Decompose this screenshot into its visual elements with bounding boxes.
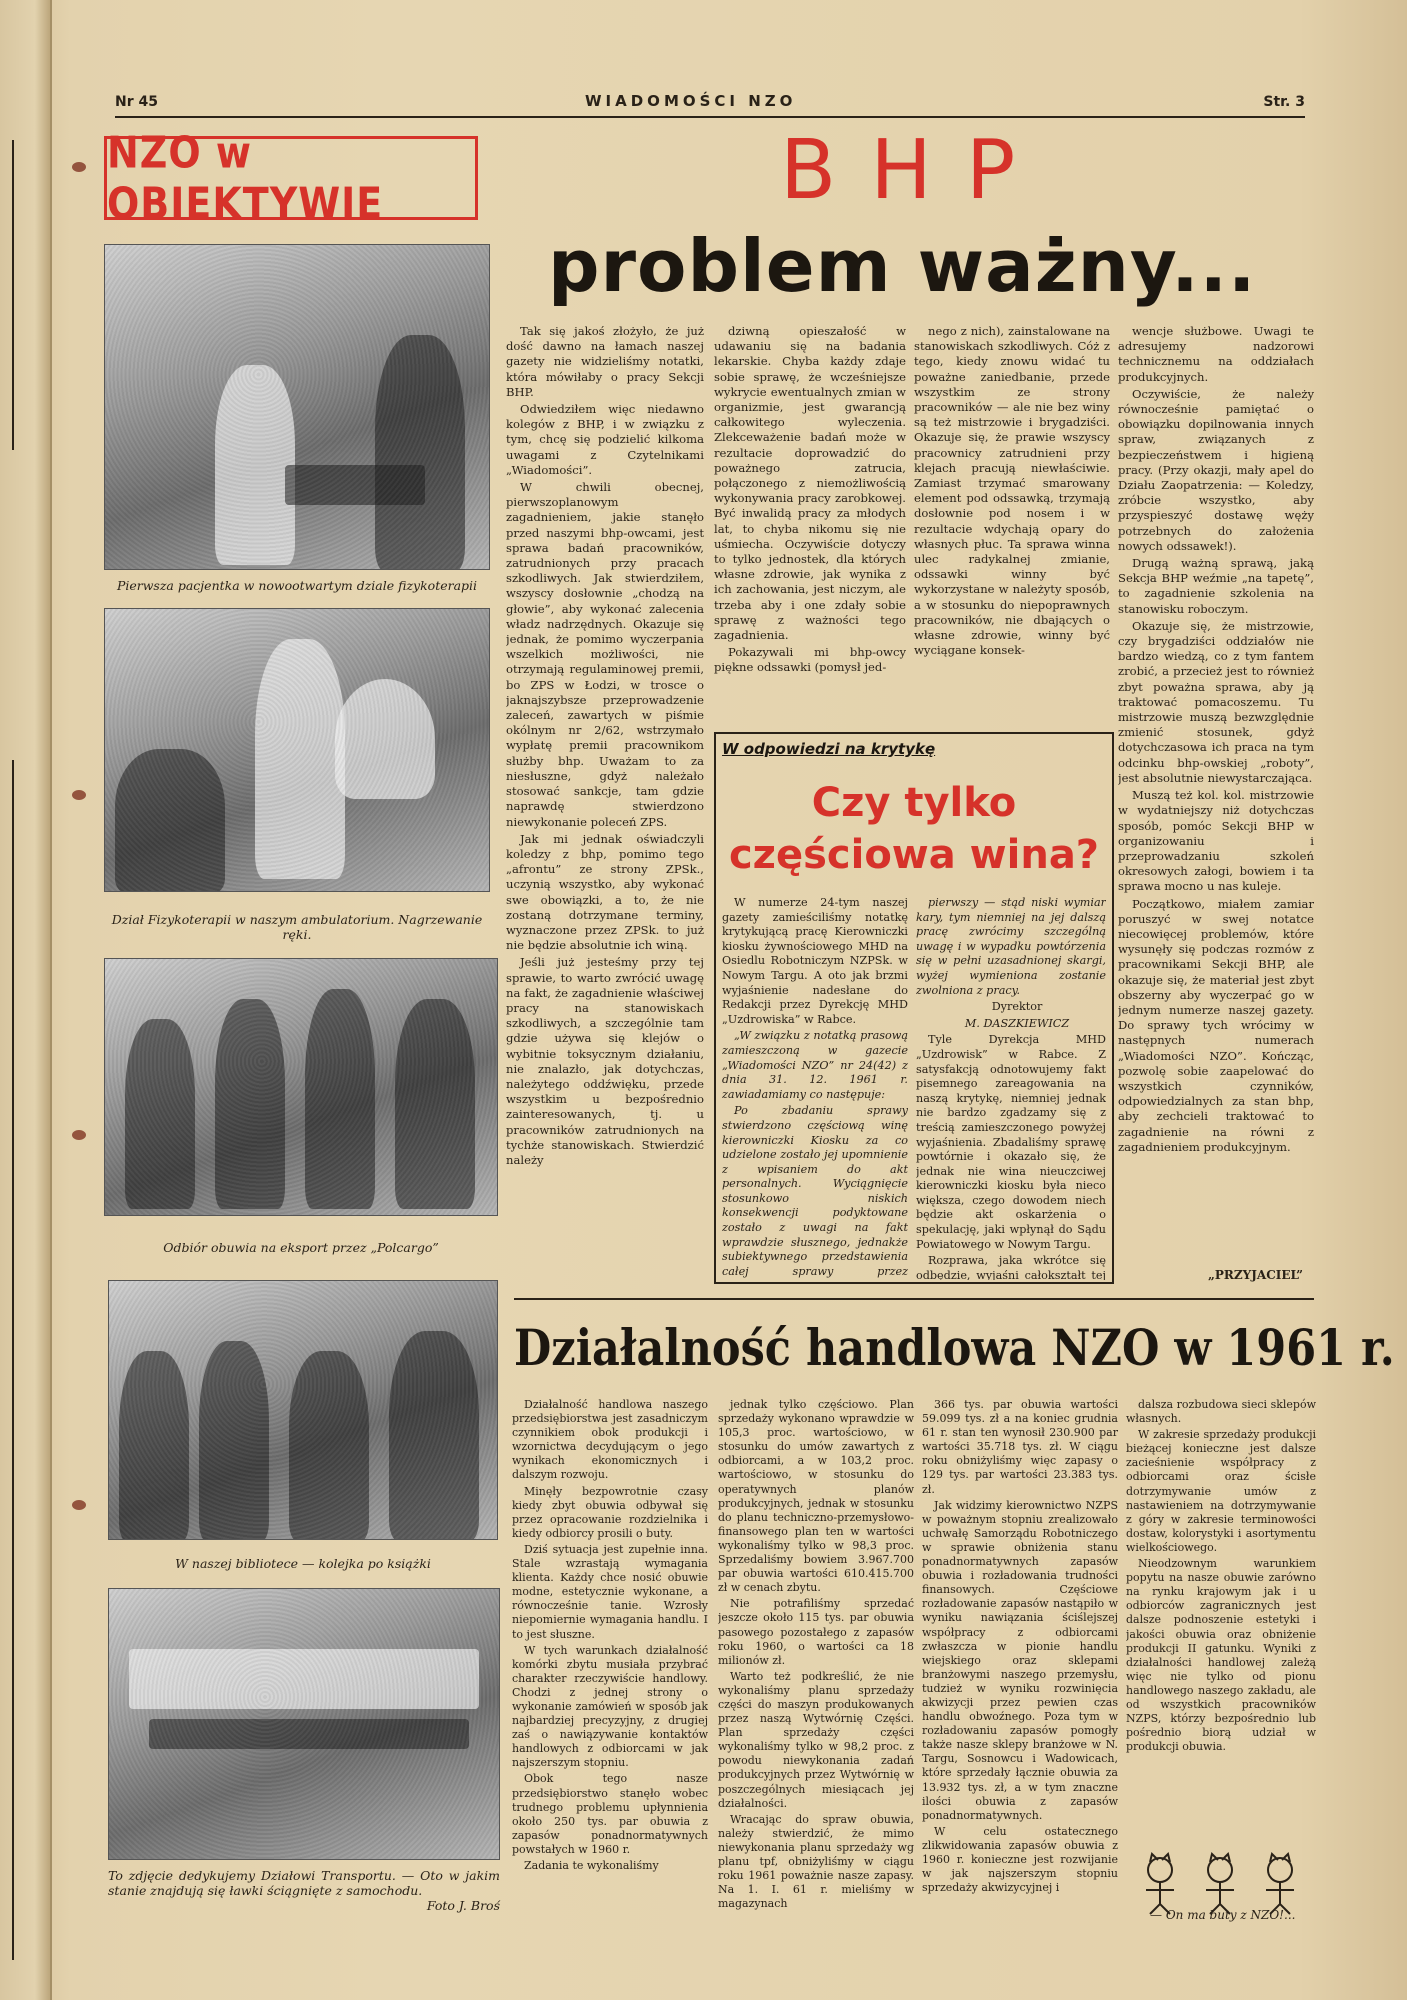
bhp-headline: problem ważny... bbox=[548, 224, 1257, 308]
binding-hole bbox=[72, 790, 86, 800]
section-title-box bbox=[104, 127, 478, 229]
binding-hole bbox=[72, 162, 86, 172]
cartoon-cats-illustration bbox=[1136, 1852, 1306, 1916]
trade-column-1: Działalność handlowa naszego przedsiębiorstwa jest zasadniczym czynnikiem obok produkcji i wzornictwa decydującym o jego wynikach ekonomicznych i dalszym rozwoju. Minęły bezpowrotnie czasy kiedy zbyt obuwia odbywał się przez opracowanie rozdzielnika i kiedy odbiorcy prosili o buty. Dziś sytuacja jest zupełnie inna. Stale wzrastają wymagania klienta. Każdy chce nosić obuwie modne, estetycznie wykonane, a równocześnie tanie. Wzrosły niepomiernie wymagania handlu. I to jest słuszne. W tych warunkach działalność komórki zbytu musiała przybrać charakter rzeczywiście handlowy. Chodzi z jednej strony o wykonanie zamówień w sposób jak najbardziej precyzyjny, z drugiej zaś o nawiązywanie kontaktów handlowych z odbiorcami w jak najszerszym stopniu. Obok tego nasze przedsiębiorstwo stanęło wobec trudnego problemu upłynnienia około 250 tys. par obuwia z zapasów ponadnormatywnych powstałych w 1960 r. Zadania te wykonaliśmy bbox=[512, 1398, 708, 1872]
previous-page-edge bbox=[0, 0, 52, 2000]
page-number: Str. 3 bbox=[1263, 94, 1305, 110]
photo-physiotherapy-patient bbox=[104, 244, 490, 570]
photo-shoe-export bbox=[104, 958, 498, 1216]
binding-hole bbox=[72, 1500, 86, 1510]
masthead: WIADOMOŚCI NZO bbox=[585, 92, 797, 110]
photo-physiotherapy-department bbox=[104, 608, 490, 892]
photo-credit: Foto J. Broś bbox=[426, 1898, 500, 1913]
photo-caption: To zdjęcie dedykujemy Działowi Transportu. — Oto w jakim stanie znajdują się ławki ściągnięte z samochodu. bbox=[108, 1868, 500, 1898]
photo-caption: W naszej bibliotece — kolejka po książki bbox=[175, 1556, 431, 1571]
bhp-column-2: dziwną opieszałość w udawaniu się na badania lekarskie. Chyba każdy zdaje sobie sprawę, że wcześniejsze wykrycie ewentualnych zmian w organizmie, jest gwarancją całkowitego wyleczenia. Zlekceważenie badań może w rezultacie doprowadzić do poważnego zatrucia, połączonego z niemożliwością wykonywania pracy zarobkowej. Być inwalidą pracy za młodych lat, to chyba nikomu się nie uśmiecha. Oczywiście dotyczy to tylko jednostek, dla których własne zdrowie, jak wynika z ich zachowania, jest niczym, ale trzeba aby i one zdały sobie sprawę z ważności tego zagadnienia. Pokazywali mi bhp-owcy piękne odssawki (pomysł jed- bbox=[714, 324, 906, 675]
photo-library bbox=[108, 1280, 498, 1540]
page-header bbox=[115, 92, 1305, 118]
binding-hole bbox=[72, 1130, 86, 1140]
photo-transport-benches bbox=[108, 1588, 500, 1860]
cartoon-caption: — On ma buty z NZO!... bbox=[1150, 1908, 1296, 1922]
issue-number: Nr 45 bbox=[115, 94, 158, 110]
bhp-kicker: BHP bbox=[780, 123, 1050, 218]
bhp-column-1: Tak się jakoś złożyło, że już dość dawno na łamach naszej gazety nie widzieliśmy notatki, która mówiłaby o pracy Sekcji BHP. Odwiedziłem więc niedawno kolegów z BHP, i w związku z tym, chcę się podzielić kilkoma uwagami z Czytelnikami „Wiadomości”. W chwili obecnej, pierwszoplanowym zagadnieniem, jakie stanęło przed naszymi bhp-owcami, jest sprawa badań pracowników, zatrudnionych przy pracach szkodliwych. Jak stwierdziłem, wszyscy dosłownie „chodzą na głowie”, aby wykonać zalecenia władz nadrzędnych. Okazuje się jednak, że pomimo wyczerpania wszelkich możliwości, nie otrzymają regulaminowej premii, bo ZPS w Łodzi, w trosce o jaknajszybsze przeprowadzenie zaleceń, zawartych w piśmie okólnym nr 2/62, wstrzymało wypłatę premii pracownikom służby bhp. Uważam to za niesłuszne, gdyż należało stosować sankcje, tam gdzie naprawdę stwierdzono niewykonanie poleceń ZPS. Jak mi jednak oświadczyli koledzy z bhp, pomimo tego „afrontu” ze strony ZPSk., uczynią wszystko, aby wykonać swe obowiązki, a to, że nie zostaną dotrzymane terminy, wyznaczone przez ZPSk. to już nie będzie absolutnie ich winą. Jeśli już jesteśmy przy tej sprawie, to warto zwrócić uwagę na fakt, że zagadnienie właściwej pracy na stanowiskach szkodliwych, a szczególnie tam gdzie używa się klejów o wybitnie toksycznym działaniu, nie znalazło, jak dotychczas, należytego oddźwięku, przede wszystkim u bezpośrednio zainteresowanych, tj. u pracowników zatrudnionych na tychże stanowiskach. Stwierdzić należy bbox=[506, 324, 704, 1167]
bhp-column-3: nego z nich), zainstalowane na stanowiskach szkodliwych. Cóż z tego, kiedy znowu widać tu poważne zaniedbanie, przede wszystkim ze strony pracowników — ale nie bez winy są też mistrzowie i brygadziści. Okazuje się, że prawie wszyscy pracownicy zatrudnieni przy klejach pracują niewłaściwie. Zamiast trzymać smarowany element pod odssawką, trzymają dosłownie pod nosem i w rezultacie wdychają opary do własnych płuc. Ta sprawa winna ulec radykalnej zmianie, odssawki winny być wykorzystane w należyty sposób, a w stosunku do niepoprawnych pracowników, nie dbających o własne zdrowie, winny być wyciągane konsek- bbox=[914, 324, 1110, 658]
trade-column-3: 366 tys. par obuwia wartości 59.099 tys. zł a na koniec grudnia 61 r. stan ten wynosił 230.900 par wartości 35.718 tys. zł. W ciągu roku obniżyliśmy więc zapasy o 129 tys. par wartości 23.383 tys. zł. Jak widzimy kierownictwo NZPS w poważnym stopniu zrealizowało uchwałę Samorządu Robotniczego w sprawie obniżenia stanu ponadnormatywnych zapasów obuwia i rozładowania trudności finansowych. Częściowe rozładowanie zapasów nastąpiło w wyniku nawiązania ściślejszej współpracy z odbiorcami zwłaszcza w pionie handlu wiejskiego oraz sklepami branżowymi naszego przemysłu, tudzież w wyniku rozwinięcia akwizycji przez pewien czas handlu obwoźnego. Poza tym w rozładowaniu zapasów pomogły także nasze sklepy branżowe w N. Targu, Sosnowcu i Wadowicach, które sprzedały łącznie obuwia za 13.932 tys. zł, a w tym znaczne ilości obuwia z zapasów ponadnormatywnych. W celu ostatecznego zlikwidowania zapasów obuwia z 1960 r. konieczne jest rozwijanie w jak najszerszym stopniu sprzedaży akwizycyjnej i bbox=[922, 1398, 1118, 1895]
trade-column-2: jednak tylko częściowo. Plan sprzedaży wykonano wprawdzie w 105,3 proc. wartościowo, w stosunku do umów zawartych z odbiorcami, a w 103,2 proc. wartościowo, w stosunku do operatywnych planów produkcyjnych, jednak w stosunku do planu techniczno-przemysłowo-finansowego plan ten w wartości wykonaliśmy tylko w 98,3 proc. Sprzedaliśmy bowiem 3.967.700 par obuwia wartości 610.415.700 zł w cenach zbytu. Nie potrafiliśmy sprzedać jeszcze około 115 tys. par obuwia pasowego pozostałego z zapasów roku 1960, o wartości ca 18 milionów zł. Warto też podkreślić, że nie wykonaliśmy planu sprzedaży części do maszyn produkowanych przez naszą Wytwórnię Części. Plan sprzedaży części wykonaliśmy tylko w 98,2 proc. z powodu niewykonania zadań produkcyjnych przez Wytwórnię w poszczególnych miesiącach jej działalności. Wracając do spraw obuwia, należy stwierdzić, że mimo niewykonania planu sprzedaży wg planu tpf, obniżyliśmy w ciągu roku 1961 poważnie nasze zapasy. Na 1. I. 61 r. mieliśmy w magazynach bbox=[718, 1398, 914, 1911]
section-title: NZO w OBIEKTYWIE bbox=[107, 127, 384, 229]
criticism-title-line-1: Czy tylko bbox=[811, 780, 1017, 826]
criticism-column-2: pierwszy — stąd niski wymiar kary, tym niemniej na jej dalszą pracę zwrócimy szczególną uwagę i w wypadku powtórzenia się w pełni uzasadnionej skargi, wyżej wymieniona zostanie zwolniona z pracy. Dyrektor M. DASZKIEWICZ Tyle Dyrekcja MHD „Uzdrowisk” w Rabce. Z satysfakcją odnotowujemy fakt pisemnego zareagowania na naszą krytykę, niemniej jednak nie bardzo zgadzamy się z treścią zamieszczonego powyżej wyjaśnienia. Zbadaliśmy sprawę powtórnie i okazało się, że jednak nie wina nieuczciwej kierowniczki kiosku była nieco większa, czego dowodem niech będzie akt oskarżenia o spekulację, jaki wpłynął do Sądu Powiatowego w Nowym Targu. Rozprawa, jaka wkrótce się odbędzie, wyjaśni całokształt tej bbox=[916, 896, 1106, 1280]
bhp-author: „PRZYJACIEL” bbox=[1208, 1268, 1303, 1282]
photo-caption: Dział Fizykoterapii w naszym ambulatorium. Nagrzewanie ręki. bbox=[111, 912, 483, 942]
criticism-column-1: W numerze 24-tym naszej gazety zamieściliśmy notatkę krytykującą pracę Kierowniczki kiosku żywnościowego MHD na Osiedlu Robotniczym NZPSk. w Nowym Targu. A oto jak brzmi wyjaśnienie nadesłane do Redakcji przez Dyrekcję MHD „Uzdrowiska” w Rabce. „W związku z notatką prasową zamieszczoną w gazecie „Wiadomości NZO” nr 24(42) z dnia 31. 12. 1961 r. zawiadamiamy co następuje: Po zbadaniu sprawy stwierdzono częściową winę kierowniczki Kiosku za co udzielone zostało jej upomnienie z wpisaniem do akt personalnych. Wyciągnięcie stosunkowo niskich konsekwencji podyktowane zostało z uwagi na fakt wprawdzie słusznego, jednakże subiektywnego przedstawienia całej sprawy przez bbox=[722, 896, 908, 1278]
criticism-title-line-2: częściowa wina? bbox=[728, 832, 1100, 878]
trade-column-4: dalsza rozbudowa sieci sklepów własnych. W zakresie sprzedaży produkcji bieżącej konieczne jest dalsze zacieśnienie współpracy z odbiorcami oraz ścisłe dotrzymywanie umów z nastawieniem na dotrzymywanie z góry w zakresie terminowości dostaw, kolorystyki i asortymentu wielkościowego. Nieodzownym warunkiem popytu na nasze obuwie zarówno na rynku krajowym jak i u odbiorców zagranicznych jest dalsze podnoszenie estetyki i jakości obuwia oraz obniżenie produkcji II gatunku. Wyniki z działalności handlowej zależą więc nie tylko od pionu handlowego naszego zakładu, ale od wszystkich pracowników NZPS, którzy bezpośrednio lub pośrednio biorą udział w produkcji obuwia. bbox=[1126, 1398, 1316, 1754]
bhp-column-4: wencje służbowe. Uwagi te adresujemy nadzorowi technicznemu na oddziałach produkcyjnych. Oczywiście, że należy równocześnie pamiętać o obowiązku dopilnowania innych spraw, związanych z bezpieczeństwem i higieną pracy. (Przy okazji, mały apel do Działu Zaopatrzenia: — Koledzy, zróbcie wszystko, aby przyspieszyć dostawę węży potrzebnych do założenia nowych odssawek!). Drugą ważną sprawą, jaką Sekcja BHP weźmie „na tapetę”, to zagadnienie szkolenia na stanowisku roboczym. Okazuje się, że mistrzowie, czy brygadziści oddziałów nie bardzo wiedzą, co z tym fantem zrobić, a przecież jest to również zbyt poważna sprawa, aby ją traktować pomacoszemu. Tu mistrzowie muszą bezwzględnie zmienić stosunek, gdyż dotychczasowa ich praca na tym odcinku bhp-owskiej „roboty”, jest absolutnie niewystarczająca. Muszą też kol. kol. mistrzowie w wydatniejszy niż dotychczas sposób, pomóc Sekcji BHP w organizowaniu i przeprowadzaniu szkoleń okresowych załogi, bowiem i ta sprawa mocno u nas kuleje. Początkowo, miałem zamiar poruszyć w swej notatce niecowięcej problemów, które wysunęły się podczas rozmów z pracownikami Sekcji BHP, ale okazuje się, że materiał jest zbyt obszerny aby wyczerpać go w jednym numerze naszej gazety. Do sprawy tych wrócimy w następnych numerach „Wiadomości NZO”. Kończąc, pozwolę sobie zaapelować do wszystkich czynników, odpowiedzialnych za stan bhp, aby zechcieli traktować to zagadnienie na równi z zagadnieniem produkcyjnym. bbox=[1118, 324, 1314, 1154]
criticism-label: W odpowiedzi na krytykę bbox=[722, 740, 936, 758]
photo-caption: Pierwsza pacjentka w nowootwartym dziale fizykoterapii bbox=[116, 578, 478, 593]
photo-caption: Odbiór obuwia na eksport przez „Polcargo” bbox=[163, 1240, 439, 1255]
section-divider bbox=[514, 1298, 1314, 1300]
trade-headline: Działalność handlowa NZO w 1961 r. bbox=[514, 1318, 1395, 1377]
